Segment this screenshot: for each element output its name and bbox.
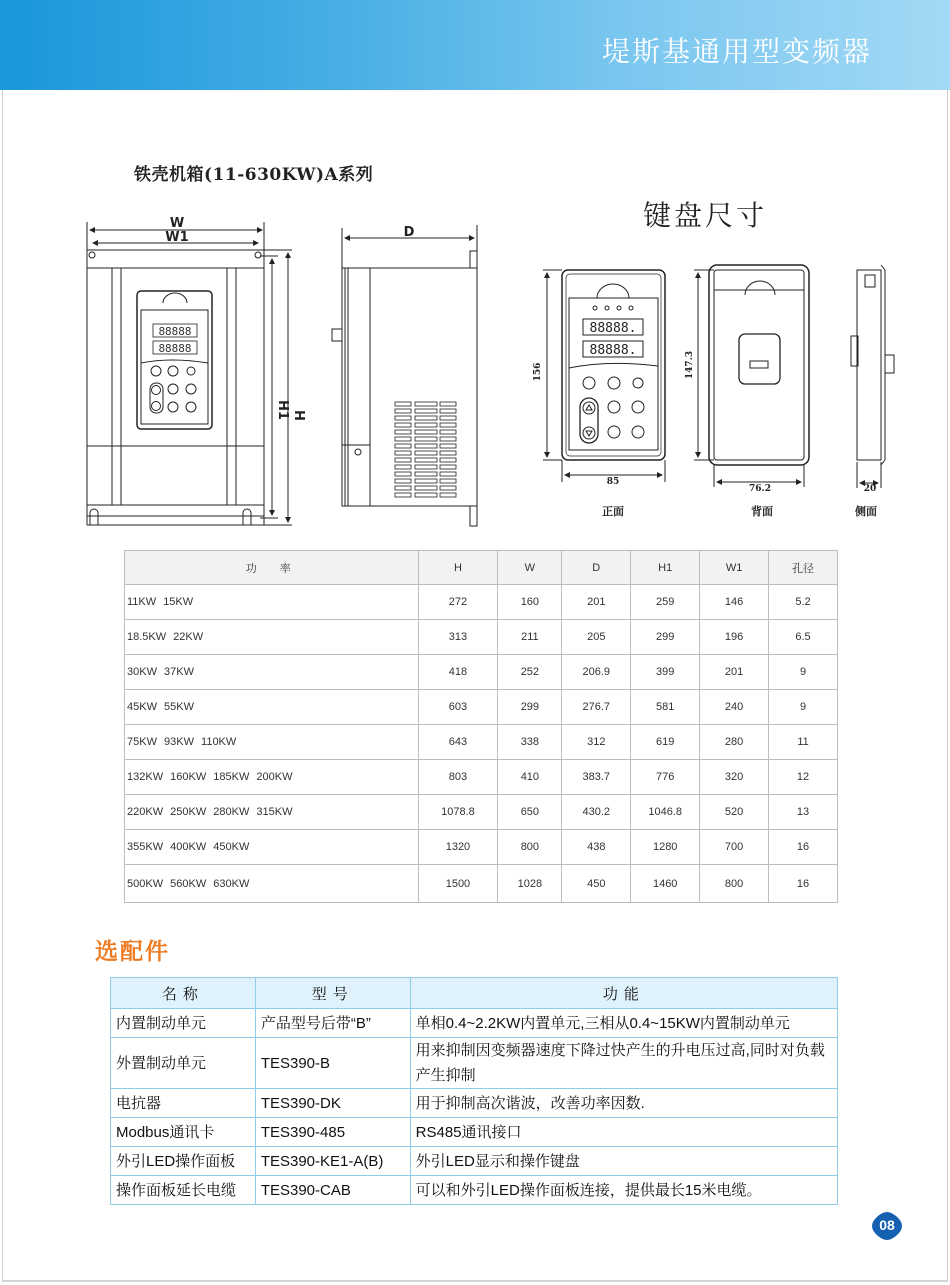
- w-cell: 211: [498, 620, 562, 655]
- table-header-row: [125, 551, 838, 585]
- table-row: [111, 1009, 838, 1038]
- w1-cell: 800: [700, 865, 769, 903]
- svg-text:背面: 背面: [751, 505, 773, 518]
- svg-text:正面: 正面: [602, 505, 624, 518]
- keypad-front-view: [543, 270, 665, 482]
- power-cell: 45KW 55KW: [125, 690, 419, 725]
- h1-cell: 259: [631, 585, 700, 620]
- table-row: [125, 760, 838, 795]
- d-cell: 430.2: [562, 795, 631, 830]
- d-cell: 201: [562, 585, 631, 620]
- name-cell: 电抗器: [111, 1089, 256, 1118]
- h-cell: 272: [418, 585, 498, 620]
- hole-cell: 6.5: [769, 620, 838, 655]
- header-power: 功 率: [125, 551, 419, 585]
- table-row: [125, 585, 838, 620]
- header-hole: 孔径: [769, 551, 838, 585]
- header-h: H: [418, 551, 498, 585]
- power-cell: 355KW 400KW 450KW: [125, 830, 419, 865]
- d-cell: 276.7: [562, 690, 631, 725]
- name-cell: 外置制动单元: [111, 1038, 256, 1089]
- d-cell: 205: [562, 620, 631, 655]
- function-cell: RS485通讯接口: [410, 1118, 837, 1147]
- function-cell: 用来抑制因变频器速度下降过快产生的升电压过高,同时对负载产生抑制: [410, 1038, 837, 1089]
- w1-cell: 201: [700, 655, 769, 690]
- hole-cell: 9: [769, 655, 838, 690]
- h1-cell: 1460: [631, 865, 700, 903]
- svg-text:H: H: [291, 410, 306, 421]
- w-cell: 338: [498, 725, 562, 760]
- power-cell: 30KW 37KW: [125, 655, 419, 690]
- w-cell: 299: [498, 690, 562, 725]
- w-cell: 252: [498, 655, 562, 690]
- h-cell: 418: [418, 655, 498, 690]
- h-cell: 803: [418, 760, 498, 795]
- keypad-side-view: [851, 265, 894, 488]
- d-cell: 450: [562, 865, 631, 903]
- d-cell: 383.7: [562, 760, 631, 795]
- name-cell: Modbus通讯卡: [111, 1118, 256, 1147]
- keypad-title: 键盘尺寸: [643, 199, 768, 232]
- vent-grille: [395, 402, 456, 497]
- h1-cell: 581: [631, 690, 700, 725]
- h-cell: 1078.8: [418, 795, 498, 830]
- d-cell: 206.9: [562, 655, 631, 690]
- function-cell: 外引LED显示和操作键盘: [410, 1147, 837, 1176]
- w1-cell: 240: [700, 690, 769, 725]
- drive-side-view: [332, 225, 477, 526]
- hole-cell: 16: [769, 865, 838, 903]
- h1-cell: 399: [631, 655, 700, 690]
- table-row: [125, 865, 838, 903]
- power-cell: 220KW 250KW 280KW 315KW: [125, 795, 419, 830]
- svg-text:20: 20: [863, 484, 877, 494]
- page-number: 08: [879, 1217, 895, 1233]
- svg-text:76.2: 76.2: [749, 484, 771, 494]
- hole-cell: 16: [769, 830, 838, 865]
- hole-cell: 5.2: [769, 585, 838, 620]
- svg-text:侧面: 侧面: [855, 505, 877, 518]
- svg-text:88888.: 88888.: [589, 343, 637, 358]
- table-header-row: [111, 978, 838, 1009]
- model-cell: TES390-CAB: [255, 1176, 410, 1205]
- hole-cell: 9: [769, 690, 838, 725]
- svg-text:W1: W1: [165, 230, 189, 245]
- w1-cell: 146: [700, 585, 769, 620]
- model-cell: TES390-485: [255, 1118, 410, 1147]
- h1-cell: 1046.8: [631, 795, 700, 830]
- drive-front-view: [87, 222, 292, 525]
- h-cell: 1500: [418, 865, 498, 903]
- model-cell: 产品型号后带“B”: [255, 1009, 410, 1038]
- model-cell: TES390-DK: [255, 1089, 410, 1118]
- dimensions-table: [124, 550, 838, 903]
- w1-cell: 320: [700, 760, 769, 795]
- header-h1: H1: [631, 551, 700, 585]
- header-w1: W1: [700, 551, 769, 585]
- hole-cell: 11: [769, 725, 838, 760]
- table-row: [111, 1176, 838, 1205]
- svg-text:D: D: [403, 225, 415, 240]
- header-function: 功能: [410, 978, 837, 1009]
- h-cell: 603: [418, 690, 498, 725]
- svg-text:85: 85: [606, 477, 620, 487]
- h1-cell: 619: [631, 725, 700, 760]
- svg-text:H1: H1: [275, 400, 290, 420]
- name-cell: 内置制动单元: [111, 1009, 256, 1038]
- header-name: 名称: [111, 978, 256, 1009]
- w1-cell: 280: [700, 725, 769, 760]
- header-model: 型号: [255, 978, 410, 1009]
- svg-text:147.3: 147.3: [685, 350, 695, 380]
- w-cell: 160: [498, 585, 562, 620]
- header-w: W: [498, 551, 562, 585]
- h-cell: 643: [418, 725, 498, 760]
- hole-cell: 12: [769, 760, 838, 795]
- brand-title: 堤斯基通用型变频器: [601, 35, 872, 68]
- h1-cell: 1280: [631, 830, 700, 865]
- w1-cell: 196: [700, 620, 769, 655]
- svg-text:88888: 88888: [158, 342, 192, 355]
- function-cell: 用于抑制高次谐波，改善功率因数.: [410, 1089, 837, 1118]
- power-cell: 500KW 560KW 630KW: [125, 865, 419, 903]
- accessories-title: 选配件: [95, 939, 170, 965]
- keypad-back-view: [694, 265, 809, 487]
- d-cell: 438: [562, 830, 631, 865]
- model-cell: TES390-B: [255, 1038, 410, 1089]
- model-cell: TES390-KE1-A(B): [255, 1147, 410, 1176]
- svg-text:W: W: [169, 216, 185, 231]
- power-cell: 75KW 93KW 110KW: [125, 725, 419, 760]
- accessories-table: [110, 977, 838, 1205]
- table-row: [111, 1089, 838, 1118]
- w-cell: 410: [498, 760, 562, 795]
- header-d: D: [562, 551, 631, 585]
- table-row: [125, 620, 838, 655]
- hole-cell: 13: [769, 795, 838, 830]
- function-cell: 单相0.4~2.2KW内置单元,三相从0.4~15KW内置制动单元: [410, 1009, 837, 1038]
- table-row: [125, 725, 838, 760]
- power-cell: 132KW 160KW 185KW 200KW: [125, 760, 419, 795]
- svg-text:88888: 88888: [158, 325, 192, 338]
- power-cell: 18.5KW 22KW: [125, 620, 419, 655]
- h-cell: 1320: [418, 830, 498, 865]
- name-cell: 外引LED操作面板: [111, 1147, 256, 1176]
- d-cell: 312: [562, 725, 631, 760]
- function-cell: 可以和外引LED操作面板连接，提供最长15米电缆。: [410, 1176, 837, 1205]
- table-row: [125, 795, 838, 830]
- w1-cell: 520: [700, 795, 769, 830]
- w-cell: 1028: [498, 865, 562, 903]
- power-cell: 11KW 15KW: [125, 585, 419, 620]
- svg-text:88888.: 88888.: [589, 321, 637, 336]
- table-row: [125, 690, 838, 725]
- w1-cell: 700: [700, 830, 769, 865]
- table-row: [125, 655, 838, 690]
- table-row: [125, 830, 838, 865]
- h-cell: 313: [418, 620, 498, 655]
- h1-cell: 776: [631, 760, 700, 795]
- w-cell: 650: [498, 795, 562, 830]
- table-row: [111, 1147, 838, 1176]
- h1-cell: 299: [631, 620, 700, 655]
- w-cell: 800: [498, 830, 562, 865]
- page-number-badge: [871, 1211, 903, 1241]
- svg-text:156: 156: [533, 362, 543, 382]
- section-title: 铁壳机箱(11-630KW)A系列: [134, 165, 374, 185]
- table-row: [111, 1038, 838, 1089]
- name-cell: 操作面板延长电缆: [111, 1176, 256, 1205]
- table-row: [111, 1118, 838, 1147]
- technical-drawings: [0, 0, 950, 545]
